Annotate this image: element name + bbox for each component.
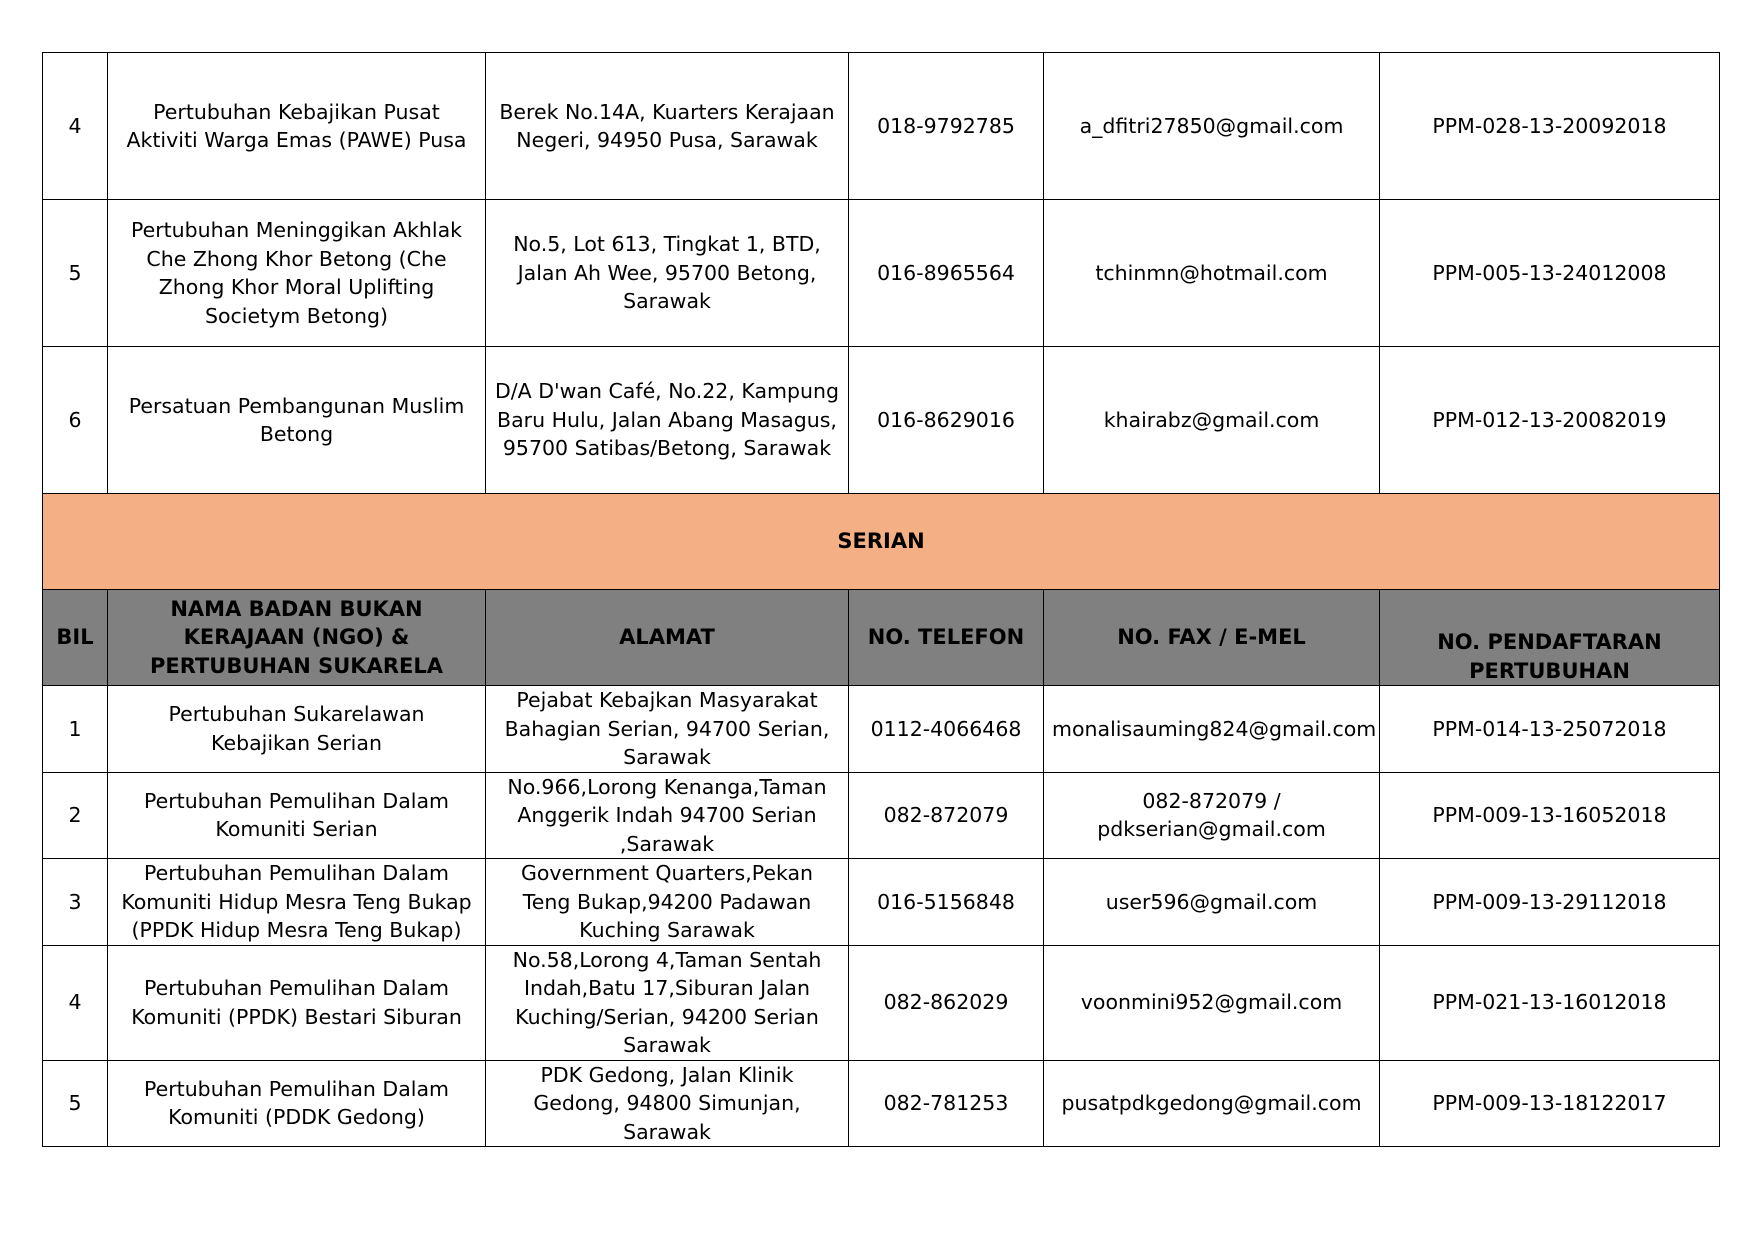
cell-alamat: Berek No.14A, Kuarters Kerajaan Negeri, 94950 Pusa, Sarawak <box>486 53 849 200</box>
cell-telefon: 082-781253 <box>849 1060 1044 1147</box>
table-row <box>43 772 1720 859</box>
cell-alamat: PDK Gedong, Jalan Klinik Gedong, 94800 Simunjan, Sarawak <box>486 1060 849 1147</box>
table-row <box>43 1060 1720 1147</box>
cell-telefon: 0112-4066468 <box>849 686 1044 773</box>
cell-pendaftaran: PPM-012-13-20082019 <box>1380 347 1720 494</box>
cell-pendaftaran: PPM-009-13-29112018 <box>1380 859 1720 946</box>
cell-fax-emel: monalisauming824@gmail.com <box>1044 686 1380 773</box>
cell-alamat: No.58,Lorong 4,Taman Sentah Indah,Batu 17,Siburan Jalan Kuching/Serian, 94200 Serian Sarawak <box>486 945 849 1060</box>
cell-bil: 5 <box>43 1060 108 1147</box>
cell-telefon: 082-872079 <box>849 772 1044 859</box>
cell-bil: 5 <box>43 200 108 347</box>
cell-nama: Pertubuhan Pemulihan Dalam Komuniti (PPDK) Bestari Siburan <box>108 945 486 1060</box>
cell-fax-emel: 082-872079 / pdkserian@gmail.com <box>1044 772 1380 859</box>
table-row <box>43 347 1720 494</box>
cell-alamat: D/A D'wan Café, No.22, Kampung Baru Hulu, Jalan Abang Masagus, 95700 Satibas/Betong, Sarawak <box>486 347 849 494</box>
section-title: SERIAN <box>43 494 1720 590</box>
cell-fax-emel: a_dfitri27850@gmail.com <box>1044 53 1380 200</box>
header-telefon: NO. TELEFON <box>849 590 1044 686</box>
cell-bil: 2 <box>43 772 108 859</box>
cell-pendaftaran: PPM-021-13-16012018 <box>1380 945 1720 1060</box>
cell-pendaftaran: PPM-014-13-25072018 <box>1380 686 1720 773</box>
cell-fax-emel: khairabz@gmail.com <box>1044 347 1380 494</box>
cell-telefon: 082-862029 <box>849 945 1044 1060</box>
table-row <box>43 686 1720 773</box>
cell-nama: Pertubuhan Pemulihan Dalam Komuniti (PDDK Gedong) <box>108 1060 486 1147</box>
cell-fax-emel: voonmini952@gmail.com <box>1044 945 1380 1060</box>
cell-fax-emel: tchinmn@hotmail.com <box>1044 200 1380 347</box>
document-page <box>42 52 1719 1147</box>
table-row <box>43 53 1720 200</box>
cell-pendaftaran: PPM-009-13-16052018 <box>1380 772 1720 859</box>
cell-fax-emel: pusatpdkgedong@gmail.com <box>1044 1060 1380 1147</box>
header-bil: BIL <box>43 590 108 686</box>
cell-bil: 4 <box>43 945 108 1060</box>
cell-nama: Pertubuhan Kebajikan Pusat Aktiviti Warga Emas (PAWE) Pusa <box>108 53 486 200</box>
cell-nama: Persatuan Pembangunan Muslim Betong <box>108 347 486 494</box>
header-nama: NAMA BADAN BUKAN KERAJAAN (NGO) & PERTUBUHAN SUKARELA <box>108 590 486 686</box>
cell-telefon: 016-8629016 <box>849 347 1044 494</box>
cell-alamat: Government Quarters,Pekan Teng Bukap,94200 Padawan Kuching Sarawak <box>486 859 849 946</box>
cell-alamat: Pejabat Kebajkan Masyarakat Bahagian Serian, 94700 Serian, Sarawak <box>486 686 849 773</box>
cell-nama: Pertubuhan Pemulihan Dalam Komuniti Hidup Mesra Teng Bukap (PPDK Hidup Mesra Teng Bukap) <box>108 859 486 946</box>
cell-pendaftaran: PPM-028-13-20092018 <box>1380 53 1720 200</box>
cell-pendaftaran: PPM-005-13-24012008 <box>1380 200 1720 347</box>
cell-bil: 4 <box>43 53 108 200</box>
header-pendaftaran: NO. PENDAFTARAN PERTUBUHAN <box>1380 590 1720 686</box>
cell-nama: Pertubuhan Pemulihan Dalam Komuniti Serian <box>108 772 486 859</box>
cell-nama: Pertubuhan Sukarelawan Kebajikan Serian <box>108 686 486 773</box>
table-header-row <box>43 590 1720 686</box>
cell-bil: 3 <box>43 859 108 946</box>
cell-nama: Pertubuhan Meninggikan Akhlak Che Zhong Khor Betong (Che Zhong Khor Moral Uplifting Societym Betong) <box>108 200 486 347</box>
cell-telefon: 018-9792785 <box>849 53 1044 200</box>
table-row <box>43 945 1720 1060</box>
cell-bil: 6 <box>43 347 108 494</box>
header-alamat: ALAMAT <box>486 590 849 686</box>
table-row <box>43 859 1720 946</box>
ngo-directory-table <box>42 52 1720 1147</box>
cell-fax-emel: user596@gmail.com <box>1044 859 1380 946</box>
cell-telefon: 016-5156848 <box>849 859 1044 946</box>
cell-bil: 1 <box>43 686 108 773</box>
header-fax-emel: NO. FAX / E-MEL <box>1044 590 1380 686</box>
cell-pendaftaran: PPM-009-13-18122017 <box>1380 1060 1720 1147</box>
table-row <box>43 200 1720 347</box>
cell-alamat: No.5, Lot 613, Tingkat 1, BTD, Jalan Ah Wee, 95700 Betong, Sarawak <box>486 200 849 347</box>
section-row <box>43 494 1720 590</box>
cell-alamat: No.966,Lorong Kenanga,Taman Anggerik Indah 94700 Serian ,Sarawak <box>486 772 849 859</box>
cell-telefon: 016-8965564 <box>849 200 1044 347</box>
